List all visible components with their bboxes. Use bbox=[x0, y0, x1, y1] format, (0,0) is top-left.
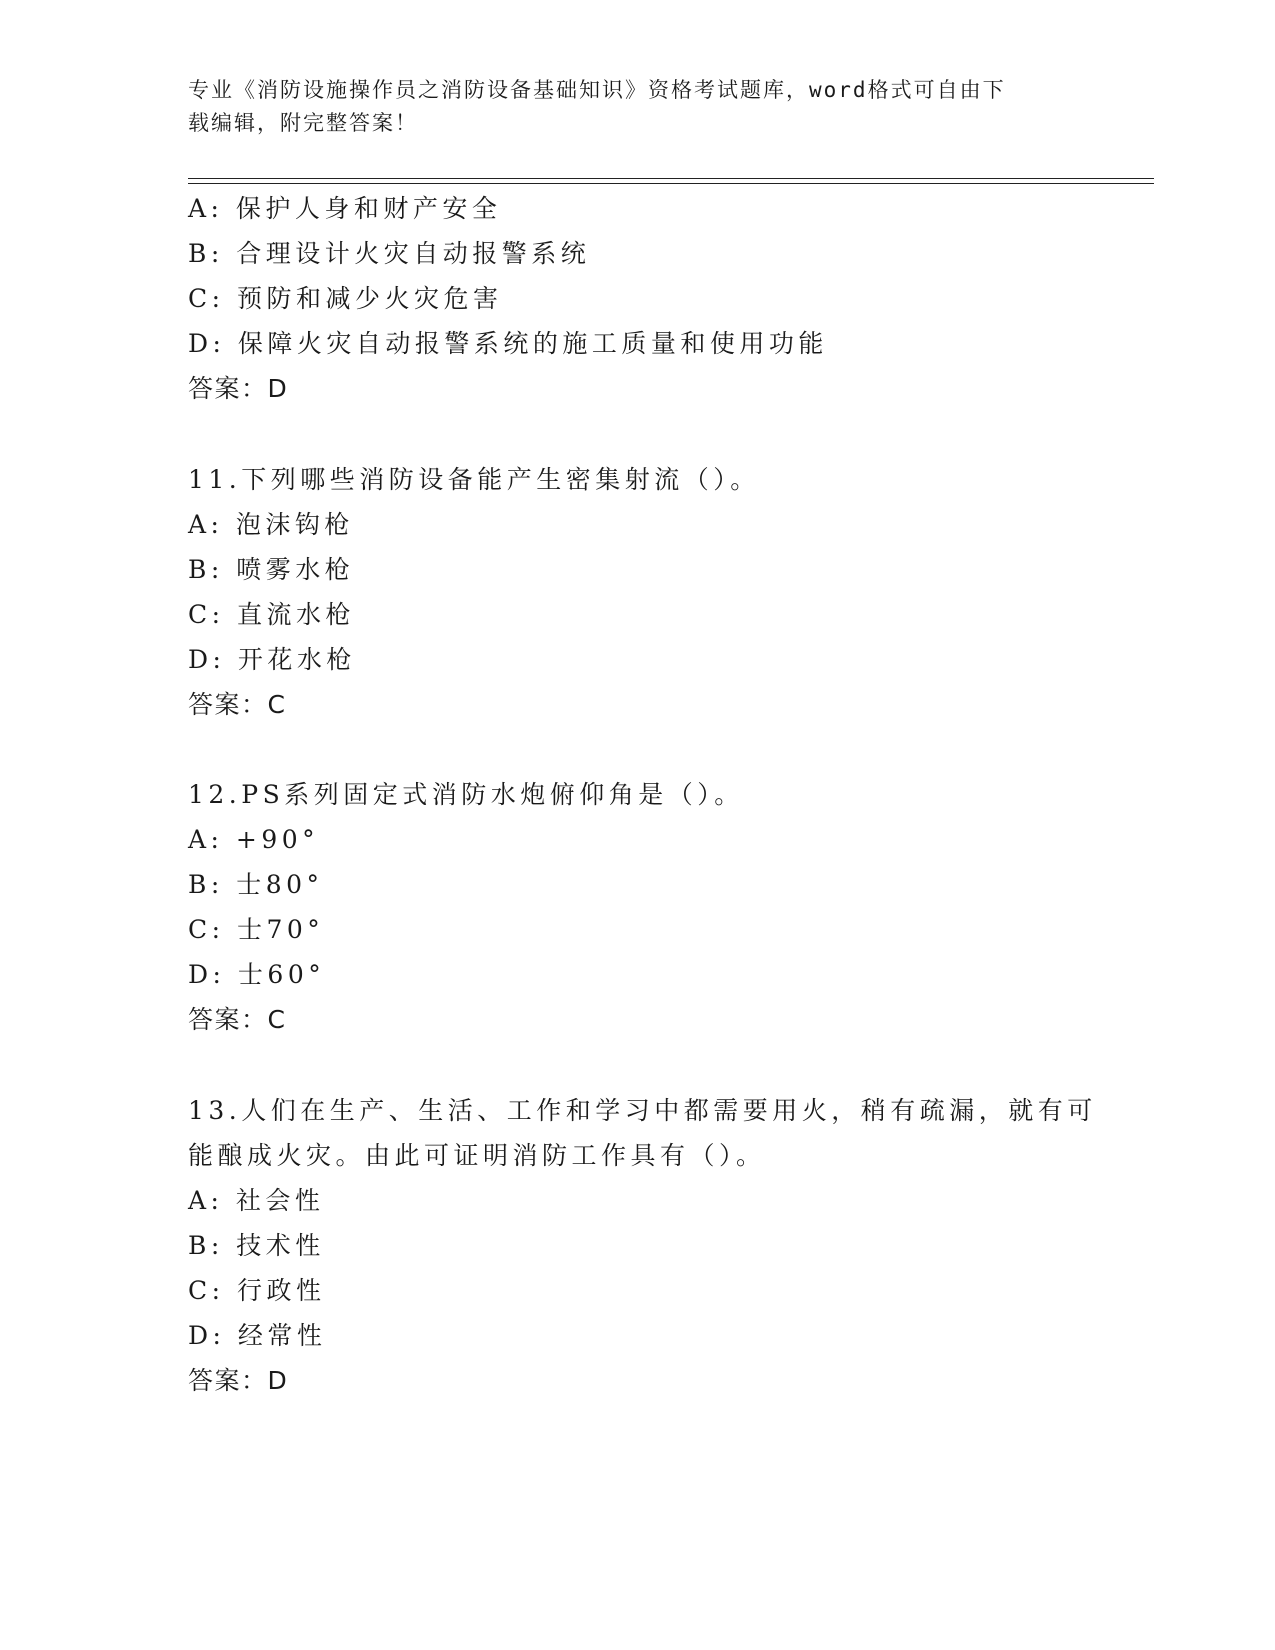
q13-option-a: A: 社会性 bbox=[188, 1186, 325, 1215]
q12-answer: 答案：C bbox=[188, 1005, 287, 1034]
q13-question-line-2: 能酿成火灾。由此可证明消防工作具有（）。 bbox=[188, 1141, 766, 1170]
q13-option-d: D: 经常性 bbox=[188, 1321, 327, 1350]
q12-option-c: C: 士70° bbox=[188, 915, 325, 944]
q10-option-c: C: 预防和减少火灾危害 bbox=[188, 284, 503, 313]
q10-option-d: D: 保障火灾自动报警系统的施工质量和使用功能 bbox=[188, 329, 828, 358]
q11-question: 11.下列哪些消防设备能产生密集射流（）。 bbox=[188, 465, 760, 494]
header-line-2: 载编辑，附完整答案！ bbox=[188, 111, 418, 135]
q12-option-d: D: 士60° bbox=[188, 960, 326, 989]
q11-option-d: D: 开花水枪 bbox=[188, 645, 356, 674]
q12-option-a: A: +90° bbox=[188, 825, 320, 854]
q10-option-b: B: 合理设计火灾自动报警系统 bbox=[188, 239, 591, 268]
header-line-1: 专业《消防设施操作员之消防设备基础知识》资格考试题库，word格式可自由下 bbox=[188, 78, 1006, 102]
q13-option-c: C: 行政性 bbox=[188, 1276, 326, 1305]
q10-option-a: A: 保护人身和财产安全 bbox=[188, 194, 502, 223]
q11-option-c: C: 直流水枪 bbox=[188, 600, 355, 629]
q12-option-b: B: 士80° bbox=[188, 870, 324, 899]
q13-option-b: B: 技术性 bbox=[188, 1231, 325, 1260]
header-divider-top bbox=[188, 178, 1154, 179]
header-divider-bottom bbox=[188, 183, 1154, 184]
q11-answer: 答案：C bbox=[188, 690, 287, 719]
q11-option-b: B: 喷雾水枪 bbox=[188, 555, 355, 584]
q11-option-a: A: 泡沫钩枪 bbox=[188, 510, 354, 539]
q13-question-line-1: 13.人们在生产、生活、工作和学习中都需要用火，稍有疏漏，就有可 bbox=[188, 1096, 1097, 1125]
q13-answer: 答案：D bbox=[188, 1366, 289, 1395]
q10-answer: 答案：D bbox=[188, 374, 289, 403]
q12-question: 12.PS系列固定式消防水炮俯仰角是（）。 bbox=[188, 780, 744, 809]
document-header bbox=[188, 74, 1088, 140]
